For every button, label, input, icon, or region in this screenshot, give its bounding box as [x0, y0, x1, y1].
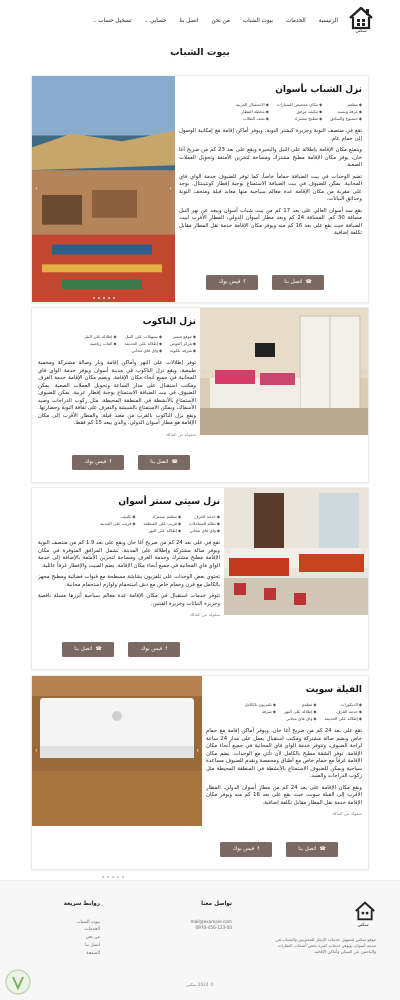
gallery-prev-arrow[interactable]: ‹ [203, 366, 206, 375]
amenity-item [143, 528, 181, 534]
chevron-down-icon: ⌄ [144, 19, 149, 24]
amenity-item [189, 528, 220, 534]
nav-hostels[interactable] [243, 18, 273, 26]
amenity-item [284, 702, 317, 708]
gallery-dots [32, 297, 175, 299]
nav-label: تسجيل حساب [98, 18, 132, 24]
amenity-item [84, 334, 117, 340]
amenity-icon: ◆ [358, 116, 362, 122]
facebook-button[interactable] [72, 455, 124, 470]
listing-card [31, 487, 369, 670]
footer-about [266, 901, 376, 956]
amenity-label: خدمة الغرف [336, 709, 358, 715]
amenity-item [125, 334, 163, 340]
page-title: بيوت الشباب [170, 47, 230, 58]
footer-link[interactable]: الخدمات [84, 927, 100, 933]
call-button[interactable] [286, 842, 338, 857]
listing-description [206, 728, 362, 807]
house-logo-icon [348, 6, 374, 30]
phone-icon: ☎ [319, 846, 326, 853]
amenity-label: غرفة ونسبه [337, 109, 358, 115]
footer-logo[interactable] [350, 901, 376, 929]
button-label: اتصل بنا [150, 458, 169, 465]
description-paragraph: توفر إطلالات على النهر وأماكن إقامة وبار وصالة مشتركة ومحمية طبيعية، ويقع نزل الناكوب في مدينة أسوان ويوفر خدمة الواي فاي المجانية في جميع أنحاء مكان الإقامة. ويضم مكان الإقامة خدمة الغرف ومكتب استقبال على مدار الساعة وتحويل العملات الصعبة. يمكن للضيوف في بيت الضيافة الاستمتاع بوجبة إفطار عربية. يمكن للضيوف الاستمتاع بالأنشطة في المنطقة المحيطة، مثل ركوب الدراجات وصيد الأسماك، ويمكن الاستمتاع بالشيشة والتعرف على ثقافة النوبة وحضارتها. ويقع نزل الناكوب بالقرب من معبد فيلة. والمطار الأقرب إلى مكان الإقامة هو مطار أسوان الدولي، والذي يبعد 15 كم فقط. [38, 360, 196, 427]
amenity-label: تلفزيون بالكامل [244, 702, 272, 708]
amenity-label: محطة المطار [241, 109, 265, 115]
amenity-icon: ◆ [358, 716, 362, 722]
amenity-label: إطلالة على النهر [283, 709, 313, 715]
amenity-item [125, 348, 163, 354]
amenity-icon: ◆ [132, 521, 136, 527]
gallery-dot[interactable] [93, 297, 95, 299]
nav-my-account[interactable] [145, 18, 167, 26]
amenity-label: واي فاي مجاني [131, 348, 158, 354]
amenity-item [236, 102, 269, 108]
amenity-label: العاب رياضية [89, 341, 113, 347]
description-paragraph: تقع في على بعد 24 كم من ضريح أغا خان ويقع على بعد 1.9 كم من منتصف النوبة ويوفر صالة مشتركة وإطلالة على المدينة. تشمل المرافق المتوفرة في مكان الإقامة مطبخ مشترك وخدمة الغرف ومساحة لتخزين الأمتعة بالإضافة إلى خدمة الواي فاي المجانية في جميع أنحاء مكان الإقامة. يضم المبيت والإفطار غرفاً عائلية. [38, 540, 221, 569]
gallery-prev-arrow[interactable]: ‹ [35, 184, 38, 193]
amenity-icon: ◆ [319, 109, 323, 115]
amenity-item [236, 116, 269, 122]
amenity-label: مطعم [347, 102, 358, 108]
amenity-item [189, 521, 220, 527]
site-footer [0, 880, 400, 1000]
nav-home[interactable] [319, 18, 338, 26]
logo-text: سكني [357, 922, 369, 928]
amenity-label: إطلالة على الحديقة [124, 341, 158, 347]
description-paragraph: تقع على بعد 24 كم من ضريح أغا خان، ويوفر أماكن إقامة مع حمام خاص ويضم صالة مشتركة ومكتب استقبال يعمل على مدار 24 ساعة لراحة الضيوف، وتتوفر خدمة الواي فاي المجانية في جميع أنحاء مكان الإقامة. توفر الشقة مطبخ بالكامل لأن تأتي مع الوحدات. يضم مكان الإقامة غرفاً مع حمام خاص مع أطباق ومحمصة ويقدم للضيوف مساعدة سياحية ويمكن للضيوف الاستمتاع بالأنشطة في المنطقة المحيطة مثل ركوب الدراجات والصيد. [206, 728, 362, 780]
amenity-icon: ◆ [216, 528, 220, 534]
amenity-icon: ◆ [113, 341, 117, 347]
amenity-label: مطبخ مشترك [294, 116, 319, 122]
amenity-item [100, 514, 135, 520]
image-gallery[interactable] [200, 308, 368, 435]
footer-contact-heading: تواصل معنا [201, 901, 232, 907]
amenity-label: قريب على المدينة [99, 521, 132, 527]
footer-links-list [30, 919, 100, 959]
amenities-list [38, 514, 220, 534]
listing-title: نزل الشباب بأسوان [275, 85, 362, 95]
footer-link[interactable]: اتصل بنا [85, 943, 100, 949]
amenity-icon: ◆ [319, 102, 323, 108]
amenity-icon: ◆ [272, 702, 276, 708]
listing-title: نزل الناكوب [142, 317, 196, 327]
listing-title: الفيلة سويت [305, 685, 362, 695]
amenity-icon: ◆ [358, 109, 362, 115]
listing-description [179, 128, 362, 238]
button-label: فيس بوك [232, 845, 255, 852]
nav-register[interactable] [93, 18, 132, 26]
amenity-label: موقع متميز [172, 334, 192, 340]
copyright: © 2024 سكني [185, 982, 215, 988]
amenity-item [143, 514, 181, 520]
phone-icon: ☎ [171, 459, 178, 466]
amenity-label: واي فاي مجاني [189, 528, 216, 534]
logo-text: سكني [355, 29, 367, 34]
amenity-label: قريب على المنطقة [143, 521, 177, 527]
amenity-item [143, 521, 181, 527]
footer-email[interactable]: mail@example.com [190, 918, 232, 924]
amenity-item [324, 709, 362, 715]
description-paragraph: تتوفر خدمات استقبال في مكان الإقامة عدة معالم سياحية أبرزها مسلة ناقصة وجزيرة النباتات وجزيرة الفنتين. [38, 593, 220, 607]
amenity-icon: ◆ [132, 514, 136, 520]
amenity-icon: ◆ [265, 116, 269, 122]
footer-link[interactable]: الصفحة [86, 951, 100, 957]
amenity-label: إطلالة على الحديقة [324, 716, 358, 722]
gallery-next-arrow[interactable]: › [196, 746, 199, 755]
image-gallery[interactable] [32, 676, 202, 826]
site-logo[interactable] [346, 6, 376, 40]
amenity-icon: ◆ [313, 709, 317, 715]
gallery-dot[interactable] [122, 876, 124, 878]
amenity-item [330, 109, 362, 115]
button-label: فيس بوك [218, 278, 241, 285]
footer-links [30, 901, 100, 958]
gallery-dot[interactable] [112, 876, 114, 878]
button-label: اتصل بنا [284, 278, 303, 285]
listing-card [31, 75, 369, 303]
listing-actions [206, 275, 324, 290]
listing-info [200, 676, 368, 869]
nav-label: الرئيسية [318, 18, 338, 24]
image-gallery[interactable] [32, 76, 175, 302]
listing-description [38, 540, 220, 608]
phone-icon: ☎ [305, 279, 312, 286]
footer-link[interactable]: بيوت الشباب [76, 919, 100, 925]
gallery-next-arrow[interactable]: › [362, 546, 365, 555]
amenity-item [244, 709, 276, 715]
button-label: فيس بوك [140, 645, 163, 652]
amenity-icon: ◆ [319, 116, 323, 122]
gallery-dot[interactable] [113, 297, 115, 299]
nav-label: من نحن [211, 18, 230, 24]
footer-phone[interactable]: 0970-456-123-00 [195, 924, 232, 930]
amenity-icon: ◆ [358, 709, 362, 715]
facebook-icon: f [257, 846, 260, 853]
listing-actions [220, 842, 338, 857]
listing-note: منقولة من المالك [331, 811, 362, 817]
amenities-list [206, 702, 362, 722]
footer-about-text: موقع سكني لتسهيل خدمات الإيجار للمغتربين والشباب في مدينة أسوان، ويوفر خدمات كثيرة تخص أصحاب العقارات والباحثين عن السكن وأماكن الإقامة. [275, 936, 376, 955]
amenity-label: شرفة [261, 709, 272, 715]
button-label: اتصل بنا [74, 645, 93, 652]
facebook-button[interactable] [206, 275, 258, 290]
amenities-list [38, 334, 196, 354]
nav-services[interactable] [286, 18, 306, 26]
footer-link[interactable]: من نحن [85, 935, 100, 941]
facebook-button[interactable] [220, 842, 272, 857]
call-button[interactable] [138, 455, 190, 470]
amenity-icon: ◆ [216, 514, 220, 520]
amenity-icon: ◆ [113, 334, 117, 340]
amenity-label: شرفة بلكونه [170, 348, 192, 354]
shield-watermark-icon [4, 968, 32, 996]
listing-note: منقولة من المالك [165, 431, 196, 437]
amenity-icon: ◆ [177, 514, 182, 520]
amenity-icon: ◆ [158, 348, 163, 354]
gallery-dot[interactable] [117, 876, 119, 878]
amenity-item [277, 109, 322, 115]
gallery-dots [102, 876, 124, 878]
amenity-icon: ◆ [192, 341, 196, 347]
button-label: فيس بوك [84, 458, 107, 465]
amenity-icon: ◆ [358, 702, 362, 708]
listing-description [38, 360, 196, 428]
gallery-dot[interactable] [102, 876, 104, 878]
nav-label: حسابي [150, 18, 167, 24]
amenity-label: تكييف [120, 514, 132, 520]
amenity-item [324, 702, 362, 708]
chevron-down-icon: ⌄ [92, 19, 97, 24]
gallery-dot[interactable] [107, 876, 109, 878]
description-paragraph: تحتوي بعض الوحدات على تلفزيون بشاشة مسطحة مع قنوات فضائية ومطبخ مجهز بالكامل مع فرن وحمام خاص مع دش استحمام ولوازم استحمام مجانية. [38, 574, 220, 588]
amenity-label: واي فاي مجاني [285, 716, 313, 722]
image-gallery[interactable] [224, 488, 368, 615]
listing-title: نزل سيتي سنتر أسوان [118, 497, 220, 507]
amenity-label: تحف الطلاب [242, 116, 265, 122]
gallery-prev-arrow[interactable]: ‹ [227, 546, 230, 555]
amenity-label: نظام للمعاملات [189, 521, 216, 527]
house-logo-icon [354, 901, 376, 921]
amenity-icon: ◆ [358, 102, 362, 108]
footer-contact [152, 901, 232, 931]
nav-label: الخدمات [285, 18, 306, 24]
listing-actions [72, 455, 190, 470]
call-button[interactable] [62, 642, 114, 657]
amenities-list [179, 102, 362, 122]
amenity-item [324, 716, 362, 722]
amenity-label: مكان مخصص للسيارات [276, 102, 319, 108]
amenity-icon: ◆ [265, 109, 269, 115]
amenity-item [277, 102, 322, 108]
hostel-photo-air-conditioner [32, 676, 202, 826]
amenity-icon: ◆ [272, 709, 276, 715]
amenity-item [84, 341, 117, 347]
hostel-photo-bedroom [200, 308, 368, 435]
amenity-item [330, 102, 362, 108]
listing-actions [62, 642, 180, 657]
amenity-item [170, 348, 196, 354]
amenity-item [189, 514, 220, 520]
hostel-photo-rooftop [32, 76, 175, 302]
amenity-item [277, 116, 322, 122]
listing-note: منقولة من المالك [189, 612, 220, 618]
amenity-label: إطلالة على النيل [83, 334, 113, 340]
listing-info [173, 76, 368, 302]
description-paragraph: ويقع مكان الإقامة على بعد 24 كم من مطار أسوان الدولي، المطار الأقرب إلى الفيلة سويت حيث يقع على بعد 16 كم منه ويوفر مكان الإقامة خدمة نقل المطار مقابل تكلفة إضافية. [206, 784, 363, 806]
gallery-dot[interactable] [98, 297, 100, 299]
gallery-dot[interactable] [103, 297, 105, 299]
amenity-icon: ◆ [313, 716, 317, 722]
amenity-label: الاستقبال العربية [235, 102, 265, 108]
description-paragraph: يقع سد أسوان العالي على بعد 17 كم من بيت شباب أسوان ويبعد عن نهر النيل مسافة 30 كم. المسافة 24 كم وبعد مطار أسوان الدولي، المطار الأقرب لبيت الضيافة حيث يقع على بعد 16 كم منه ويوفر مكان الإقامة خدمة نقل المطار مقابل تكلفة إضافية. [179, 207, 362, 237]
amenity-icon: ◆ [158, 341, 163, 347]
gallery-prev-arrow[interactable]: ‹ [35, 746, 38, 755]
amenity-item [236, 109, 269, 115]
amenity-label: الديكورات [340, 702, 358, 708]
footer-links-heading: روابط سريعة [63, 901, 100, 907]
amenity-item [170, 341, 196, 347]
description-paragraph: تضم الوحدات في بيت الضيافة حماماً خاصاً، كما توفر للضيوف خدمة الواي فاي المجانية. يمكن للضيوف في بيت الضيافة الاستمتاع بوجبة إفطار كونتيننتال. يوجد على مقربة من مكان الإقامة عدة معالم سياحية منها معابد فيلة ومتحف النوبة وحدائق النباتات. [179, 173, 362, 203]
amenity-icon: ◆ [192, 348, 196, 354]
amenity-icon: ◆ [216, 521, 220, 527]
amenity-label: مطعم مشترك [152, 514, 177, 520]
amenity-icon: ◆ [313, 702, 317, 708]
listing-card [31, 307, 369, 483]
hostel-photo-dorm [224, 488, 368, 615]
nav-label: اتصل بنا [179, 18, 199, 24]
amenity-item [284, 709, 317, 715]
nav-label: بيوت الشباب [242, 18, 273, 24]
amenity-icon: ◆ [192, 334, 196, 340]
nav-about[interactable] [211, 18, 229, 26]
facebook-icon: f [243, 279, 246, 286]
phone-icon: ☎ [95, 646, 102, 653]
main-nav [92, 18, 338, 26]
description-paragraph: ويتمتع مكان الإقامة بإطلالة على النيل والبحيرة ويقع على بعد 23 كم من ضريح أغا خان، يوفر مكان الإقامة مطبخ مشترك ومساحة لتخزين الأمتعة وتحويل العملات الصعبة. [179, 147, 362, 169]
amenity-item [170, 334, 196, 340]
listing-card [31, 675, 369, 870]
amenity-label: مركز الغوص [170, 341, 192, 347]
amenity-item [125, 341, 163, 347]
amenity-label: إطلالة على النهر [148, 528, 177, 534]
description-paragraph: تقع في منتصف النوبة وجزيرة كيشتر النوبة، ويوفر أماكن إقامة مع إمكانية الوصول إلى حمام عام. [179, 128, 362, 142]
button-label: اتصل بنا [298, 845, 317, 852]
site-header [0, 0, 400, 44]
call-button[interactable] [272, 275, 324, 290]
amenity-item [244, 702, 276, 708]
amenity-item [330, 116, 362, 122]
amenity-item [284, 716, 317, 722]
gallery-dot[interactable] [108, 297, 110, 299]
amenity-item [100, 521, 135, 527]
amenity-label: حسبوع والسائق [330, 116, 358, 122]
amenity-icon: ◆ [265, 102, 269, 108]
facebook-icon: f [165, 646, 168, 653]
amenity-icon: ◆ [177, 521, 182, 527]
amenity-label: تسهيلات على النيل [125, 334, 158, 340]
amenity-icon: ◆ [177, 528, 182, 534]
facebook-icon: f [109, 459, 112, 466]
amenity-label: مكيف مرفق [296, 109, 319, 115]
amenity-label: خدمة الغرف [194, 514, 216, 520]
facebook-button[interactable] [128, 642, 180, 657]
nav-contact[interactable] [179, 18, 198, 26]
gallery-next-arrow[interactable]: › [362, 366, 365, 375]
amenity-icon: ◆ [158, 334, 163, 340]
amenity-label: مطعم [301, 702, 313, 708]
gallery-next-arrow[interactable]: › [169, 184, 172, 193]
